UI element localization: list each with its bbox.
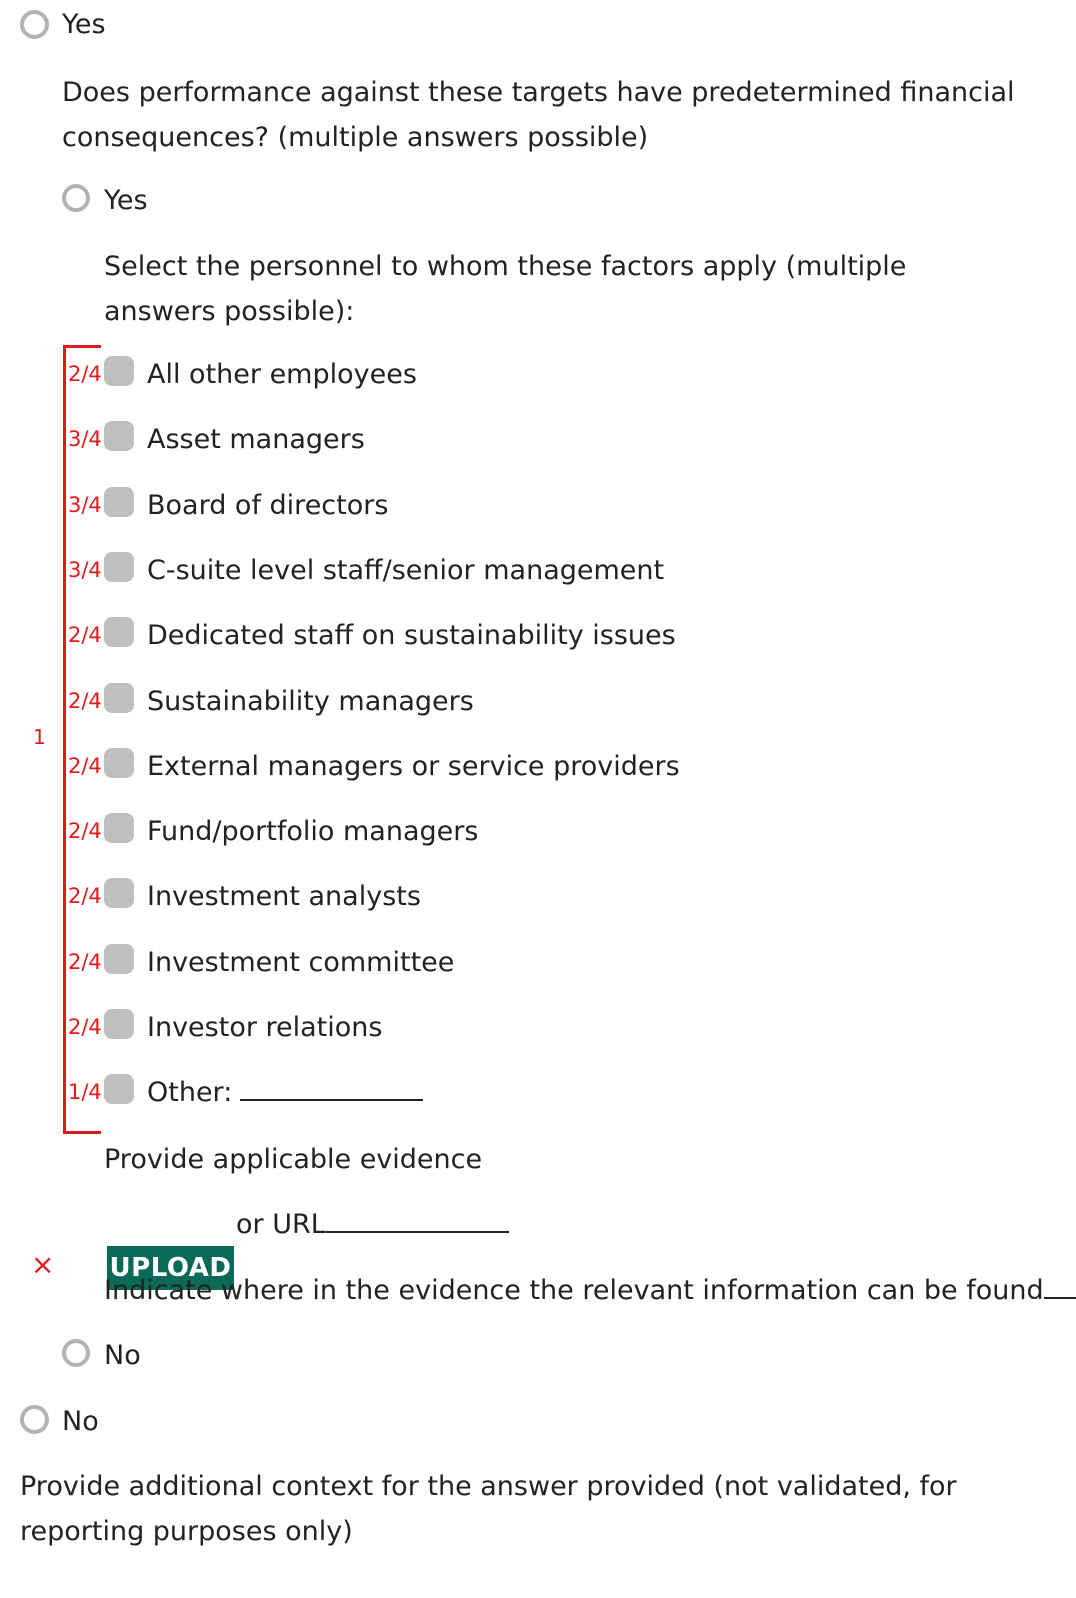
personnel-fraction: 1/4 (68, 1080, 102, 1104)
personnel-checkbox[interactable] (104, 356, 134, 386)
financial-question: Does performance against these targets have predetermined financial consequences? (multiple answers possible) (62, 77, 1015, 153)
personnel-label-text: Investor relations (147, 1012, 383, 1043)
personnel-label (147, 352, 417, 398)
personnel-fraction: 3/4 (68, 493, 102, 517)
personnel-label-text: Fund/portfolio managers (147, 816, 479, 847)
sub-yes-radio[interactable] (62, 184, 90, 212)
personnel-fraction: 2/4 (68, 362, 102, 386)
group-marker: 1 (33, 725, 46, 749)
personnel-label (147, 940, 454, 986)
personnel-label (147, 1070, 423, 1116)
personnel-checkbox[interactable] (104, 878, 134, 908)
personnel-label-text: Asset managers (147, 424, 365, 455)
personnel-fraction: 2/4 (68, 623, 102, 647)
personnel-label (147, 1005, 382, 1051)
top-yes-label: Yes (62, 9, 106, 40)
evidence-location-input[interactable] (1044, 1275, 1076, 1299)
evidence-label: Provide applicable evidence (104, 1144, 483, 1175)
personnel-fraction: 3/4 (68, 558, 102, 582)
or-url-label: or URL (236, 1209, 326, 1240)
top-no-radio[interactable] (20, 1405, 49, 1434)
personnel-checkbox[interactable] (104, 617, 134, 647)
evidence-location-row (104, 1268, 1076, 1314)
personnel-checkbox[interactable] (104, 487, 134, 517)
personnel-checkbox[interactable] (104, 1074, 134, 1104)
personnel-fraction: 2/4 (68, 1015, 102, 1039)
personnel-checkbox[interactable] (104, 683, 134, 713)
personnel-label-text: Board of directors (147, 490, 389, 521)
url-row (236, 1202, 509, 1248)
sub-no-label: No (104, 1340, 141, 1371)
personnel-label (147, 679, 474, 725)
personnel-checkbox[interactable] (104, 421, 134, 451)
personnel-label (147, 809, 478, 855)
evidence-location-label: Indicate where in the evidence the relevant information can be found (104, 1275, 1044, 1306)
personnel-label-text: All other employees (147, 359, 417, 390)
personnel-fraction: 2/4 (68, 884, 102, 908)
personnel-checkbox[interactable] (104, 1009, 134, 1039)
personnel-checkbox[interactable] (104, 813, 134, 843)
personnel-label (147, 417, 365, 463)
personnel-label-text: Investment committee (147, 947, 455, 978)
personnel-label (147, 613, 676, 659)
personnel-question: Select the personnel to whom these factors apply (multiple answers possible): (104, 251, 907, 327)
personnel-label-text: Other: (147, 1077, 233, 1108)
personnel-fraction: 2/4 (68, 819, 102, 843)
personnel-label-text: Dedicated staff on sustainability issues (147, 620, 676, 651)
personnel-label (147, 548, 664, 594)
top-yes-radio[interactable] (20, 10, 49, 39)
personnel-label-text: External managers or service providers (147, 751, 680, 782)
personnel-label-text: Investment analysts (147, 881, 421, 912)
upload-button[interactable]: UPLOAD (107, 1246, 234, 1290)
personnel-fraction: 2/4 (68, 950, 102, 974)
top-no-label: No (62, 1406, 99, 1437)
personnel-label-text: C-suite level staff/senior management (147, 555, 665, 586)
url-input[interactable] (326, 1209, 509, 1233)
sub-yes-label: Yes (104, 185, 148, 216)
other-input[interactable] (240, 1077, 423, 1101)
personnel-label (147, 483, 388, 529)
additional-context-label: Provide additional context for the answer provided (not validated, for reporting purposes only) (20, 1471, 957, 1547)
personnel-label (147, 874, 421, 920)
sub-no-radio[interactable] (62, 1339, 90, 1367)
personnel-label (147, 744, 680, 790)
personnel-fraction: 3/4 (68, 427, 102, 451)
personnel-checkbox[interactable] (104, 748, 134, 778)
bracket-line (63, 345, 66, 1131)
error-mark: × (31, 1248, 55, 1281)
personnel-checkbox[interactable] (104, 552, 134, 582)
personnel-fraction: 2/4 (68, 754, 102, 778)
personnel-fraction: 2/4 (68, 689, 102, 713)
personnel-checkbox[interactable] (104, 944, 134, 974)
bracket-top (63, 345, 101, 348)
bracket-bottom (63, 1131, 101, 1134)
personnel-label-text: Sustainability managers (147, 686, 474, 717)
